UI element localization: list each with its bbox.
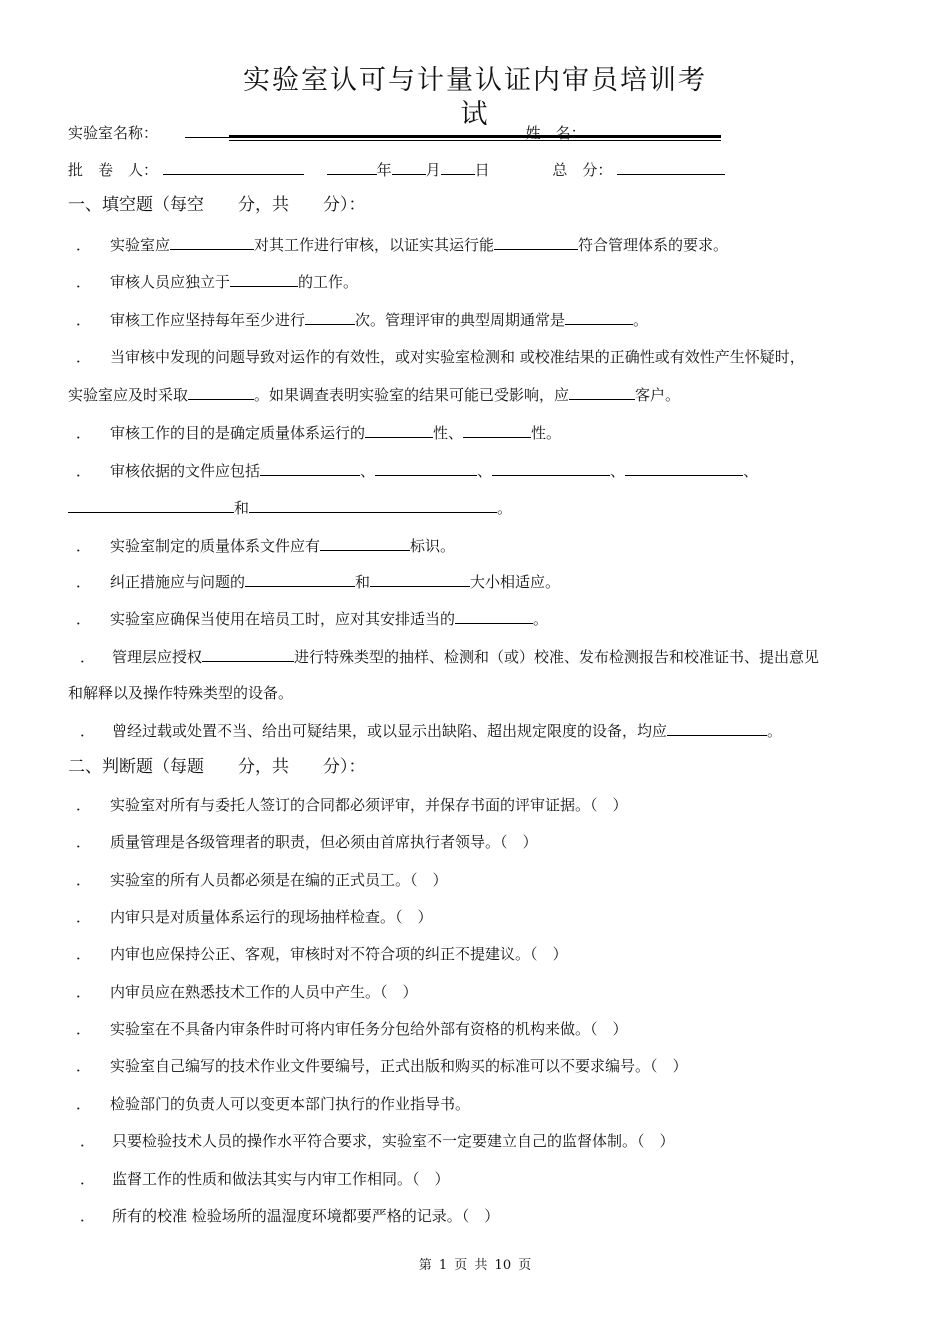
blank[interactable]	[170, 233, 254, 250]
year-field[interactable]	[327, 158, 377, 175]
year-label: 年	[376, 161, 392, 179]
judge-question: ． 只要检验技术人员的操作水平符合要求，实验室不一定要建立自己的监督体制。（ ）	[80, 1132, 675, 1150]
judge-question: ． 实验室在不具备内审条件时可将内审任务分包给外部有资格的机构来做。（ ）	[76, 1020, 628, 1038]
judge-question: ． 实验室的所有人员都必须是在编的正式员工。（ ）	[76, 871, 448, 889]
blank[interactable]	[492, 459, 610, 476]
lab-name-field[interactable]	[185, 121, 461, 138]
section-true-false-heading: 二、判断题（每题 分，共 分）：	[68, 757, 366, 777]
grader-label: 批 卷 人：	[68, 161, 159, 179]
total-field[interactable]	[617, 158, 725, 175]
fill-question-3: ． 审核工作应坚持每年至少进行 次。管理评审的典型周期通常是 。	[68, 308, 888, 331]
section-fill-blank-heading: 一、填空题（每空 分，共 分）：	[68, 195, 366, 215]
blank[interactable]	[305, 308, 355, 325]
blank[interactable]	[463, 421, 531, 438]
header-row-1	[68, 121, 890, 144]
blank[interactable]	[565, 308, 633, 325]
blank[interactable]	[245, 570, 355, 587]
fill-question-11: ． 曾经过载或处置不当、给出可疑结果，或以显示出缺陷、超出规定限度的设备，均应 。	[68, 719, 888, 742]
blank[interactable]	[202, 645, 294, 662]
fill-question-9: ． 实验室应确保当使用在培员工时，应对其安排适当的 。	[68, 607, 888, 630]
fill-question-7: ． 实验室制定的质量体系文件应有 标识。	[68, 534, 888, 557]
judge-question: ． 检验部门的负责人可以变更本部门执行的作业指导书。	[76, 1095, 471, 1113]
blank[interactable]	[370, 570, 470, 587]
fill-question-2: ． 审核人员应独立于 的工作。	[68, 270, 888, 293]
fill-question-10-cont: 和解释以及操作特殊类型的设备。	[68, 684, 294, 702]
page-number-footer: 第 1 页 共 10 页	[418, 1258, 532, 1273]
day-label: 日	[474, 161, 490, 179]
judge-question: ． 所有的校准 检验场所的温湿度环境都要严格的记录。（ ）	[80, 1207, 500, 1225]
fill-question-10: ． 管理层应授权 进行特殊类型的抽样、检测和（或）校准、发布检测报告和校准证书、提出意见	[68, 645, 888, 668]
judge-question: ． 内审员应在熟悉技术工作的人员中产生。（ ）	[76, 983, 418, 1001]
blank[interactable]	[320, 534, 410, 551]
fill-question-1: ． 实验室应 对其工作进行审核，以证实其运行能 符合管理体系的要求。	[68, 233, 888, 256]
judge-question: ． 质量管理是各级管理者的职责，但必须由首席执行者领导。（ ）	[76, 833, 538, 851]
name-label: 姓 名：	[525, 124, 586, 142]
fill-question-6-cont: 和 。	[68, 496, 888, 519]
day-field[interactable]	[441, 158, 475, 175]
blank[interactable]	[260, 459, 360, 476]
page-title: 实验室认可与计量认证内审员培训考试	[243, 65, 707, 130]
lab-name-label: 实验室名称：	[68, 124, 159, 142]
blank[interactable]	[365, 421, 433, 438]
fill-question-5: ． 审核工作的目的是确定质量体系运行的 性、 性。	[68, 421, 888, 444]
fill-question-4-cont: 实验室应及时采取 。如果调查表明实验室的结果可能已受影响，应 客户。	[68, 383, 888, 406]
total-label: 总 分：	[552, 161, 613, 179]
fill-question-8: ． 纠正措施应与问题的 和 大小相适应。	[68, 570, 888, 593]
header-row-2	[68, 158, 890, 181]
blank[interactable]	[625, 459, 743, 476]
judge-question: ． 内审也应保持公正、客观，审核时对不符合项的纠正不提建议。（ ）	[76, 945, 568, 963]
judge-question: ． 监督工作的性质和做法其实与内审工作相同。（ ）	[80, 1170, 450, 1188]
month-field[interactable]	[392, 158, 426, 175]
blank[interactable]	[375, 459, 477, 476]
blank[interactable]	[68, 496, 234, 513]
blank[interactable]	[455, 607, 533, 624]
judge-question: ． 内审只是对质量体系运行的现场抽样检查。（ ）	[76, 908, 433, 926]
judge-question: ． 实验室对所有与委托人签订的合同都必须评审，并保存书面的评审证据。（ ）	[76, 796, 628, 814]
name-field[interactable]	[590, 121, 700, 138]
grader-field[interactable]	[163, 158, 304, 175]
month-label: 月	[425, 161, 441, 179]
blank[interactable]	[188, 383, 254, 400]
blank[interactable]	[569, 383, 635, 400]
judge-question: ． 实验室自己编写的技术作业文件要编号，正式出版和购买的标准可以不要求编号。（ ）	[76, 1057, 688, 1075]
fill-question-6: ． 审核依据的文件应包括 、 、 、 、	[68, 459, 888, 482]
blank[interactable]	[249, 496, 497, 513]
blank[interactable]	[494, 233, 578, 250]
blank[interactable]	[230, 270, 298, 287]
blank[interactable]	[667, 719, 767, 736]
fill-question-4: ． 当审核中发现的问题导致对运作的有效性，或对实验室检测和 或校准结果的正确性或有效性产生怀疑时，	[76, 348, 805, 366]
